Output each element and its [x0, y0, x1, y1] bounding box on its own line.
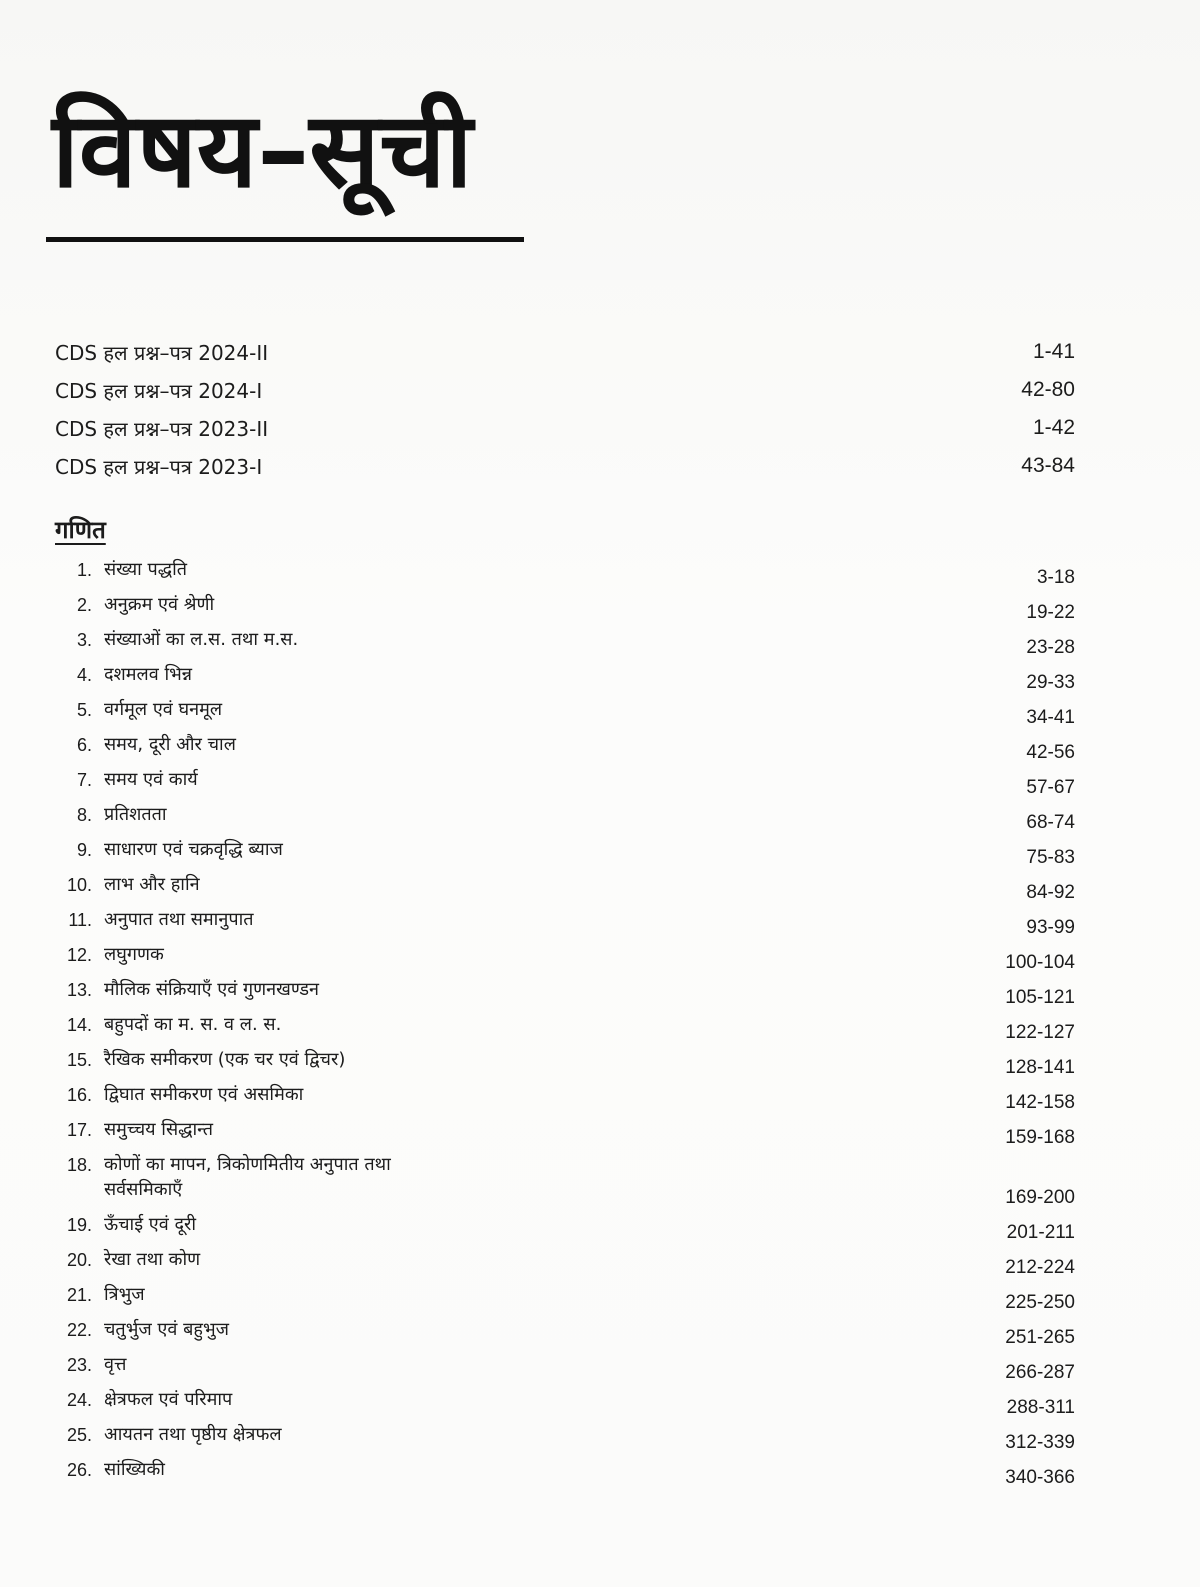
solved-paper-entry: [55, 333, 1075, 371]
chapter-number: 3.: [76, 630, 92, 650]
chapter-number: 1.: [76, 560, 92, 580]
chapter-entry: [60, 767, 1075, 802]
solved-paper-pages: 1-42: [1032, 416, 1075, 439]
chapter-title: समुच्चय सिद्धान्त: [104, 1119, 213, 1140]
chapter-title: ऊँचाई एवं दूरी: [104, 1214, 197, 1235]
chapter-entry: [60, 1047, 1075, 1082]
chapter-pages: 128-141: [1005, 1057, 1075, 1078]
chapter-pages: 169-200: [1005, 1187, 1075, 1208]
chapter-pages: 93-99: [1026, 917, 1075, 938]
solved-paper-title: CDS हल प्रश्न–पत्र 2023-I: [55, 454, 263, 479]
chapter-pages: 84-92: [1026, 882, 1075, 903]
chapter-number: 8.: [76, 805, 92, 825]
chapter-pages: 201-211: [1006, 1222, 1075, 1243]
chapter-title: लघुगणक: [104, 944, 164, 965]
chapter-pages: 42-56: [1026, 742, 1075, 763]
chapter-entry: [60, 837, 1075, 872]
chapter-number: 7.: [76, 770, 92, 790]
chapter-pages: 68-74: [1026, 812, 1075, 833]
chapter-number: 20.: [66, 1250, 92, 1270]
chapter-number: 18.: [66, 1155, 92, 1175]
chapter-number: 14.: [66, 1015, 92, 1035]
chapter-title: रेखा तथा कोण: [104, 1249, 201, 1270]
chapter-pages: 159-168: [1005, 1127, 1075, 1148]
chapter-pages: 19-22: [1026, 602, 1075, 623]
chapter-pages: 29-33: [1026, 672, 1075, 693]
chapter-entry: [60, 697, 1075, 732]
chapter-pages: 266-287: [1005, 1362, 1075, 1383]
chapter-title: बहुपदों का म. स. व ल. स.: [104, 1014, 282, 1035]
solved-paper-title: CDS हल प्रश्न–पत्र 2024-II: [55, 340, 269, 365]
chapter-pages: 225-250: [1005, 1292, 1075, 1313]
chapter-number: 23.: [66, 1355, 92, 1375]
chapter-entry: [60, 1117, 1075, 1152]
solved-paper-pages: 43-84: [1021, 454, 1075, 477]
chapter-number: 5.: [76, 700, 92, 720]
chapter-number: 15.: [66, 1050, 92, 1070]
chapter-number: 4.: [76, 665, 92, 685]
solved-paper-pages: 1-41: [1032, 340, 1075, 363]
chapter-entry: [60, 907, 1075, 942]
chapter-title: द्विघात समीकरण एवं असमिका: [104, 1084, 304, 1105]
solved-paper-entry: [55, 371, 1075, 409]
chapter-title: अनुपात तथा समानुपात: [104, 909, 254, 930]
solved-paper-entry: [55, 447, 1075, 485]
solved-paper-title: CDS हल प्रश्न–पत्र 2024-I: [55, 378, 263, 403]
chapter-list: [60, 557, 1075, 1492]
chapter-entry: [60, 1387, 1075, 1422]
section-heading: गणित: [55, 516, 106, 544]
chapter-entry: [60, 1352, 1075, 1387]
chapter-entry: [60, 977, 1075, 1012]
chapter-title: त्रिभुज: [104, 1284, 145, 1305]
chapter-number: 12.: [66, 945, 92, 965]
chapter-entry: [60, 1282, 1075, 1317]
chapter-number: 21.: [66, 1285, 92, 1305]
chapter-number: 11.: [68, 910, 92, 930]
chapter-number: 16.: [66, 1085, 92, 1105]
chapter-entry: [60, 1152, 1075, 1212]
solved-paper-pages: 42-80: [1021, 378, 1075, 401]
chapter-pages: 105-121: [1005, 987, 1075, 1008]
chapter-pages: 142-158: [1005, 1092, 1075, 1113]
title-underline: [46, 237, 524, 242]
chapter-entry: [60, 662, 1075, 697]
chapter-pages: 3-18: [1036, 567, 1075, 588]
chapter-entry: [60, 592, 1075, 627]
chapter-entry: [60, 1422, 1075, 1457]
chapter-pages: 57-67: [1026, 777, 1075, 798]
chapter-entry: [60, 872, 1075, 907]
chapter-number: 13.: [66, 980, 92, 1000]
chapter-title: सांख्यिकी: [104, 1459, 165, 1480]
chapter-number: 2.: [76, 595, 92, 615]
chapter-title: क्षेत्रफल एवं परिमाप: [104, 1389, 233, 1410]
chapter-title: संख्या पद्धति: [104, 559, 188, 580]
chapter-pages: 122-127: [1005, 1022, 1075, 1043]
chapter-entry: [60, 1317, 1075, 1352]
chapter-number: 9.: [76, 840, 92, 860]
chapter-title: प्रतिशतता: [104, 804, 167, 825]
solved-paper-entry: [55, 409, 1075, 447]
chapter-number: 19.: [66, 1215, 92, 1235]
chapter-entry: [60, 557, 1075, 592]
chapter-pages: 34-41: [1026, 707, 1075, 728]
chapter-title: दशमलव भिन्न: [104, 664, 193, 685]
chapter-entry: [60, 1212, 1075, 1247]
chapter-title: लाभ और हानि: [104, 874, 200, 895]
chapter-pages: 288-311: [1006, 1397, 1075, 1418]
chapter-number: 26.: [66, 1460, 92, 1480]
chapter-title: आयतन तथा पृष्ठीय क्षेत्रफल: [104, 1424, 282, 1445]
chapter-entry: [60, 1247, 1075, 1282]
chapter-pages: 212-224: [1005, 1257, 1075, 1278]
chapter-pages: 340-366: [1005, 1467, 1075, 1488]
chapter-title: मौलिक संक्रियाएँ एवं गुणनखण्डन: [104, 979, 319, 1000]
chapter-title: रैखिक समीकरण (एक चर एवं द्विचर): [104, 1049, 346, 1070]
chapter-number: 22.: [66, 1320, 92, 1340]
chapter-title: समय, दूरी और चाल: [104, 734, 236, 755]
chapter-entry: [60, 942, 1075, 977]
chapter-pages: 100-104: [1005, 952, 1075, 973]
page-title: विषय–सूची: [52, 89, 473, 211]
chapter-number: 6.: [76, 735, 92, 755]
chapter-entry: [60, 1457, 1075, 1492]
chapter-title: वर्गमूल एवं घनमूल: [104, 699, 223, 720]
chapter-number: 25.: [66, 1425, 92, 1445]
chapter-title: समय एवं कार्य: [104, 769, 198, 790]
chapter-number: 17.: [66, 1120, 92, 1140]
chapter-title: कोणों का मापन, त्रिकोणमितीय अनुपात तथा सर्वसमिकाएँ: [104, 1154, 391, 1200]
chapter-entry: [60, 732, 1075, 767]
chapter-title: वृत्त: [104, 1354, 127, 1375]
chapter-pages: 312-339: [1005, 1432, 1075, 1453]
chapter-pages: 23-28: [1026, 637, 1075, 658]
chapter-title: चतुर्भुज एवं बहुभुज: [104, 1319, 229, 1340]
solved-papers-list: [55, 333, 1075, 485]
chapter-entry: [60, 1082, 1075, 1117]
chapter-pages: 251-265: [1005, 1327, 1075, 1348]
chapter-pages: 75-83: [1026, 847, 1075, 868]
chapter-entry: [60, 802, 1075, 837]
solved-paper-title: CDS हल प्रश्न–पत्र 2023-II: [55, 416, 269, 441]
chapter-number: 24.: [66, 1390, 92, 1410]
chapter-title: अनुक्रम एवं श्रेणी: [104, 594, 215, 615]
chapter-title: साधारण एवं चक्रवृद्धि ब्याज: [104, 839, 283, 860]
chapter-entry: [60, 1012, 1075, 1047]
chapter-number: 10.: [66, 875, 92, 895]
chapter-entry: [60, 627, 1075, 662]
chapter-title: संख्याओं का ल.स. तथा म.स.: [104, 629, 299, 650]
